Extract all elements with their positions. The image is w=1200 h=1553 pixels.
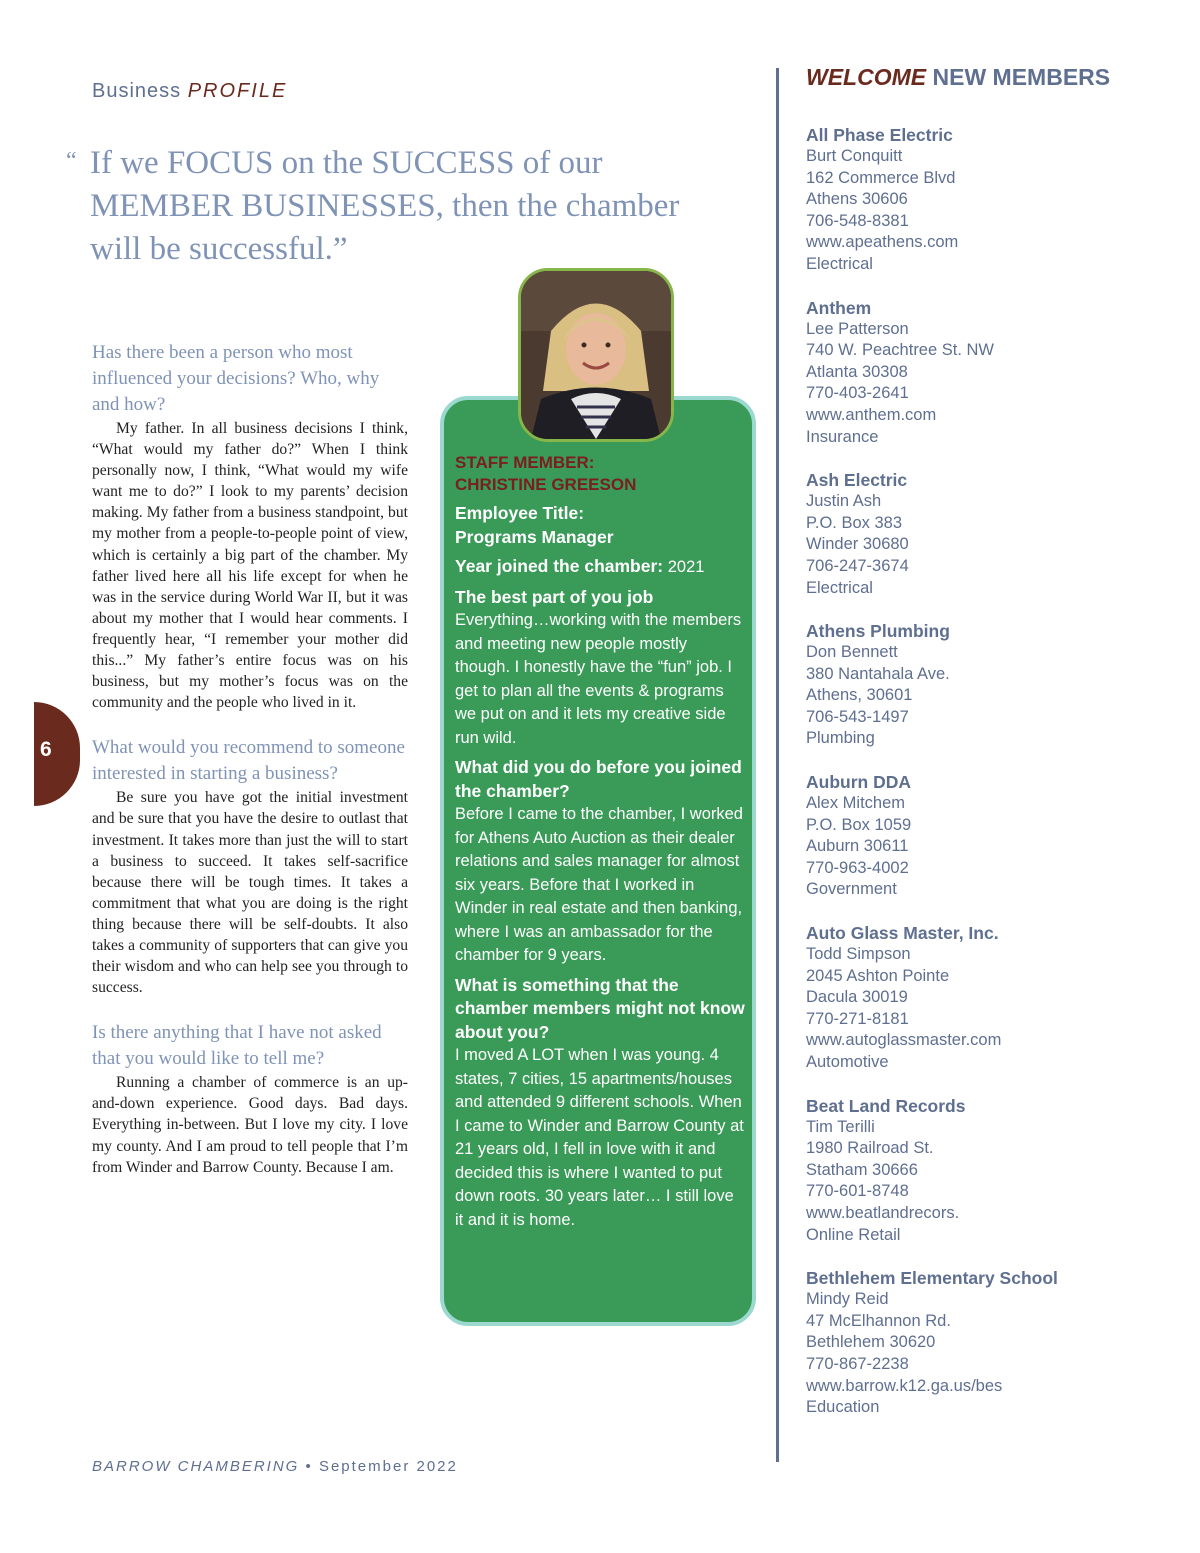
staff-name: CHRISTINE GREESON — [455, 475, 637, 494]
member-detail: Insurance — [806, 427, 879, 446]
member-detail: Atlanta 30308 — [806, 362, 908, 381]
member-detail: 706-548-8381 — [806, 211, 909, 230]
member-detail: 706-543-1497 — [806, 707, 909, 726]
interview-column — [92, 340, 408, 1200]
member-detail: Plumbing — [806, 729, 875, 748]
card-answer: Before I came to the chamber, I worked for Athens Auto Auction as their dealer relations and sales manager for almost six years. Before that I worked in Winder in real estate and then banking, where I was an ambassador for the chamber for 9 years. — [455, 805, 743, 964]
member-detail: Tim Terilli — [806, 1117, 875, 1136]
member-detail: 162 Commerce Blvd — [806, 168, 956, 187]
member-name: Anthem — [806, 297, 872, 318]
member-detail: 770-963-4002 — [806, 858, 909, 877]
member-detail: Athens, 30601 — [806, 686, 913, 705]
member-detail: Justin Ash — [806, 492, 882, 511]
year-joined-value: 2021 — [667, 558, 705, 576]
member-detail: Electrical — [806, 254, 873, 273]
member-entry — [806, 1267, 1186, 1419]
member-detail: Online Retail — [806, 1225, 901, 1244]
staff-label-line1: STAFF MEMBER: — [455, 453, 595, 472]
member-detail: Electrical — [806, 578, 873, 597]
interview-question: Has there been a person who most influenced your decisions? Who, why and how? — [92, 342, 380, 415]
year-joined-label: Year joined the chamber: — [455, 556, 664, 576]
member-detail: Education — [806, 1398, 880, 1417]
member-detail: Alex Mitchem — [806, 794, 906, 813]
member-detail: Winder 30680 — [806, 535, 909, 554]
member-detail: Lee Patterson — [806, 319, 909, 338]
member-name: Auto Glass Master, Inc. — [806, 923, 999, 944]
open-quote-mark: “ — [66, 148, 77, 174]
new-members-word: NEW MEMBERS — [932, 64, 1111, 90]
issue-date: September 2022 — [318, 1458, 458, 1475]
member-name: Athens Plumbing — [806, 621, 950, 642]
member-website-link[interactable]: www.autoglassmaster.com — [806, 1031, 1002, 1050]
page-footer — [92, 1458, 458, 1475]
member-entry — [806, 469, 1186, 599]
portrait-illustration — [521, 271, 671, 439]
member-website-link[interactable]: www.beatlandrecors. — [806, 1203, 960, 1222]
member-detail: Bethlehem 30620 — [806, 1333, 936, 1352]
member-detail: Statham 30666 — [806, 1160, 918, 1179]
kicker-plain: Business — [92, 80, 182, 102]
publication-name: BARROW CHAMBERING — [92, 1458, 300, 1475]
member-detail: 47 McElhannon Rd. — [806, 1311, 951, 1330]
member-detail: Auburn 30611 — [806, 837, 909, 856]
interview-answer: My father. In all business decisions I think, “What would my father do?” When I think personally now, I think, “What would my wife want me to do?” I look to my parents’ decision making. My father from a business standpoint, but my mother from a people-to-people point of view, which is certainly a big part of the chamber. My father lived here all his life except for when he was in the service during World War II, but it was about my mother that I would hear comments. I frequently hear, “I remember your mother did this...” My father’s entire focus was on his business, but my mother’s focus was on the community and the people who lived in it. — [92, 420, 408, 712]
interview-section — [92, 1020, 408, 1177]
member-detail: Burt Conquitt — [806, 147, 903, 165]
welcome-word: WELCOME — [806, 64, 927, 90]
member-website-link[interactable]: www.anthem.com — [806, 405, 937, 424]
interview-question: Is there anything that I have not asked that you would like to tell me? — [92, 1022, 382, 1070]
member-name: Beat Land Records — [806, 1095, 966, 1116]
kicker-emphasis: PROFILE — [187, 80, 288, 102]
pull-quote — [66, 142, 726, 271]
member-entry — [806, 297, 1186, 449]
member-detail: P.O. Box 1059 — [806, 815, 912, 834]
member-detail: Todd Simpson — [806, 945, 911, 964]
footer-separator: • — [305, 1458, 313, 1475]
member-entry — [806, 922, 1186, 1074]
member-detail: 770-271-8181 — [806, 1009, 909, 1028]
interview-answer: Be sure you have got the initial investment and be sure that you have the desire to outlast that investment. It takes more than just the will to start a business to succeed. It takes self-sacrifice because there will be tough times. It takes a commitment that what you are doing is the right thing because there will be self-doubts. It also takes a community of supporters that can give you their wisdom and who can help see you through to success. — [92, 789, 408, 997]
column-divider — [776, 68, 779, 1462]
member-website-link[interactable]: www.barrow.k12.ga.us/bes — [806, 1376, 1003, 1395]
staff-portrait — [518, 268, 674, 442]
member-detail: Dacula 30019 — [806, 988, 908, 1007]
member-name: Auburn DDA — [806, 772, 911, 793]
section-kicker — [92, 80, 287, 103]
member-detail: 740 W. Peachtree St. NW — [806, 341, 994, 360]
welcome-heading — [806, 64, 1110, 91]
member-entry — [806, 620, 1186, 750]
member-detail: 770-403-2641 — [806, 384, 909, 403]
member-detail: Mindy Reid — [806, 1290, 889, 1309]
card-question: What did you do before you joined the chamber? — [455, 757, 742, 801]
member-name: All Phase Electric — [806, 125, 953, 145]
interview-answer: Running a chamber of commerce is an up-and-down experience. Good days. Bad days. Everything in-between. But I love my city. I love my county. And I am proud to tell people that I’m from Winder and Barrow County. Because I am. — [92, 1074, 408, 1176]
member-website-link[interactable]: www.apeathens.com — [806, 233, 959, 252]
member-detail: Government — [806, 880, 897, 899]
pull-quote-text: If we FOCUS on the SUCCESS of our MEMBER BUSINESSES, then the chamber will be successful.” — [90, 145, 680, 267]
member-detail: 380 Nantahala Ave. — [806, 664, 950, 683]
interview-question: What would you recommend to someone interested in starting a business? — [92, 737, 405, 785]
new-members-list — [806, 124, 1186, 1440]
member-detail: 770-601-8748 — [806, 1182, 909, 1201]
member-detail: 706-247-3674 — [806, 556, 909, 575]
member-detail: Automotive — [806, 1053, 889, 1071]
employee-title-value: Programs Manager — [455, 526, 614, 547]
member-detail: Athens 30606 — [806, 190, 908, 209]
card-answer: Everything…working with the members and meeting new people mostly though. I honestly have the “fun” job. I get to plan all the events & programs we put on and it lets my creative side run wild. — [455, 611, 742, 747]
member-detail: 770-867-2238 — [806, 1354, 909, 1373]
card-question: The best part of you job — [455, 586, 654, 607]
staff-card-text — [455, 452, 745, 1232]
page-number: 6 — [40, 738, 52, 761]
employee-title-label: Employee Title: — [455, 503, 585, 523]
member-name: Ash Electric — [806, 470, 908, 491]
interview-section — [92, 340, 408, 713]
member-entry — [806, 1095, 1186, 1247]
member-entry — [806, 124, 1186, 276]
member-name: Bethlehem Elementary School — [806, 1268, 1058, 1289]
member-detail: 2045 Ashton Pointe — [806, 966, 950, 985]
member-entry — [806, 771, 1186, 901]
member-detail: 1980 Railroad St. — [806, 1139, 934, 1158]
member-detail: Don Bennett — [806, 643, 898, 662]
card-question: What is something that the chamber members might not know about you? — [455, 974, 745, 1042]
card-answer: I moved A LOT when I was young. 4 states, 7 cities, 15 apartments/houses and attended 9 different schools. When I came to Winder and Barrow County at 21 years old, I fell in love with it and decided this is where I wanted to put down roots. 30 years later… I still love it and it is home. — [455, 1046, 744, 1229]
interview-section — [92, 735, 408, 998]
member-detail: P.O. Box 383 — [806, 513, 903, 532]
